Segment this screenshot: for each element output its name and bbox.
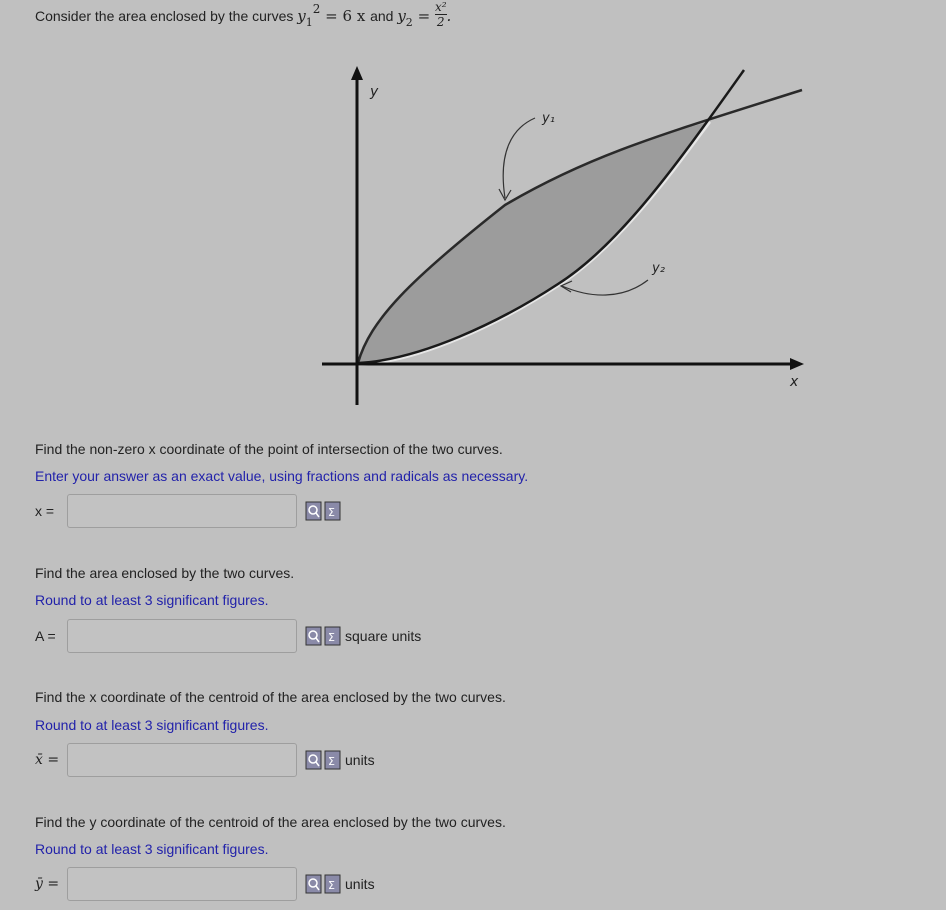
question-2-instruction: Round to at least 3 significant figures. — [35, 592, 269, 608]
question-4-instruction: Round to at least 3 significant figures. — [35, 841, 269, 857]
curve1-equation: $y_1^2 = 6$ x — [297, 2, 366, 29]
centroid-x-input[interactable] — [67, 743, 297, 777]
curve2-equation: $y_2$ = $\frac{\text{x²}}{2}$ . — [397, 0, 452, 29]
question-4-prompt: Find the y coordinate of the centroid of the area enclosed by the two curves. — [35, 814, 506, 830]
y-axis-arrow-icon — [351, 66, 363, 80]
intro-and: and — [370, 8, 394, 24]
question-4-answer-row — [35, 865, 375, 903]
area-input[interactable] — [67, 619, 297, 653]
problem-statement — [35, 2, 451, 38]
curve1-label: y₁ — [542, 111, 555, 126]
question-2-answer-row — [35, 617, 421, 655]
question-3-unit: units — [345, 752, 375, 768]
question-1-label: x = — [35, 503, 55, 519]
preview-answer-icon[interactable] — [305, 874, 322, 894]
question-3-instruction: Round to at least 3 significant figures. — [35, 717, 269, 733]
question-2-prompt: Find the area enclosed by the two curves. — [35, 565, 295, 581]
svg-text:Σ: Σ — [328, 879, 335, 892]
svg-text:Σ: Σ — [328, 631, 335, 644]
fraction: $\frac{\text{x²}}{2}$ — [434, 0, 447, 29]
question-1-answer-row — [35, 492, 345, 530]
question-2-unit: square units — [345, 628, 422, 644]
area-graph — [300, 60, 820, 420]
svg-text:Σ: Σ — [328, 755, 335, 768]
equation-editor-icon[interactable] — [324, 501, 341, 521]
question-3-prompt: Find the x coordinate of the centroid of the area enclosed by the two curves. — [35, 689, 506, 705]
question-1-instruction: Enter your answer as an exact value, using fractions and radicals as necessary. — [35, 468, 529, 484]
question-4-label: ȳ = — [35, 876, 60, 892]
svg-text:Σ: Σ — [328, 506, 335, 519]
question-4-unit: units — [345, 876, 375, 892]
question-3-label: x̄ = — [35, 752, 60, 768]
equation-editor-icon[interactable] — [324, 626, 341, 646]
preview-answer-icon[interactable] — [305, 626, 322, 646]
question-1-prompt: Find the non-zero x coordinate of the point of intersection of the two curves. — [35, 441, 503, 457]
curve2-pointer — [562, 280, 648, 295]
question-2-label: A = — [35, 628, 56, 644]
intersection-x-input[interactable] — [67, 494, 297, 528]
question-3-answer-row — [35, 741, 375, 779]
y-axis-label: y — [370, 84, 379, 100]
preview-answer-icon[interactable] — [305, 501, 322, 521]
centroid-y-input[interactable] — [67, 867, 297, 901]
preview-answer-icon[interactable] — [305, 750, 322, 770]
equation-editor-icon[interactable] — [324, 750, 341, 770]
curve2-label: y₂ — [652, 261, 665, 276]
curve1-pointer — [503, 118, 535, 198]
x-axis-label: x — [790, 374, 799, 390]
intro-prefix: Consider the area enclosed by the curves — [35, 8, 294, 24]
equation-editor-icon[interactable] — [324, 874, 341, 894]
x-axis-arrow-icon — [790, 358, 804, 370]
enclosed-region — [358, 122, 708, 363]
